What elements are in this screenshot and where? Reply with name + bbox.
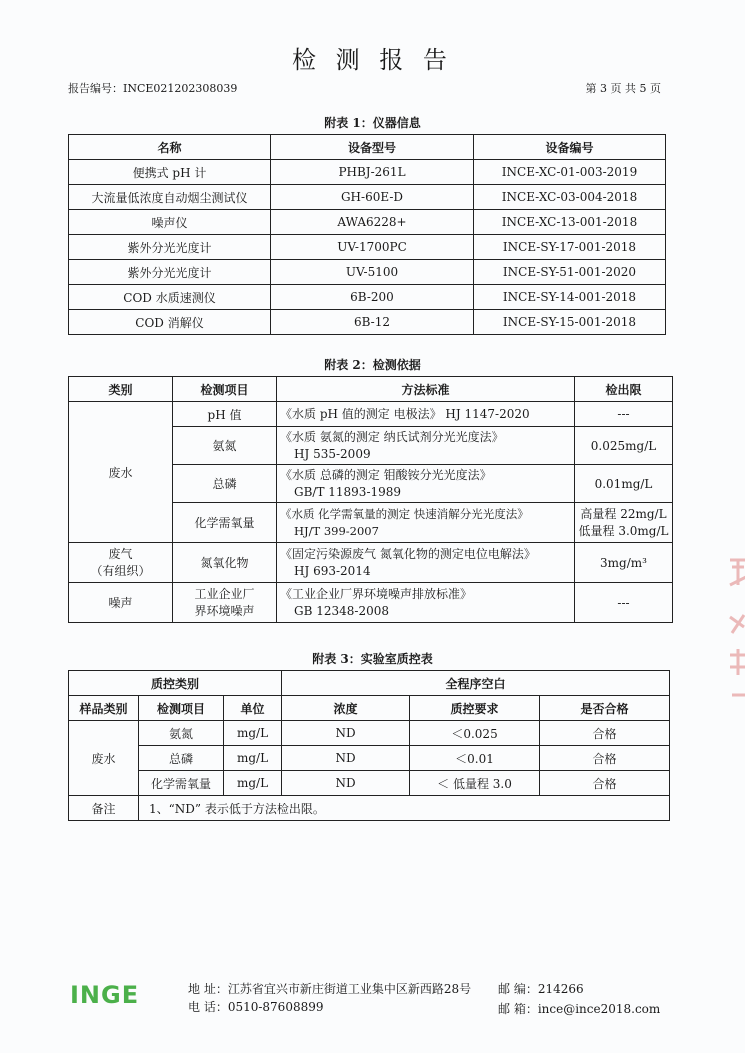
pass-status: 合格 <box>540 746 670 771</box>
test-item: 氨氮 <box>139 721 224 746</box>
svg-text:INGE: INGE <box>70 981 140 1007</box>
table-row <box>69 583 673 623</box>
group-header: 全程序空白 <box>282 671 670 696</box>
category-wastewater: 废水 <box>69 402 173 543</box>
instrument-table <box>68 134 666 335</box>
method-standard: 《工业企业厂界环境噪声排放标准》 GB 12348-2008 <box>277 583 575 623</box>
concentration: ND <box>282 721 410 746</box>
table1-caption: 附表 1：仪器信息 <box>324 116 421 130</box>
report-title: 检 测 报 告 <box>292 46 453 74</box>
test-item: 化学需氧量 <box>173 503 277 543</box>
note-label: 备注 <box>69 796 139 821</box>
instrument-id: INCE-XC-03-004-2018 <box>474 185 666 210</box>
qc-requirement: ＜0.01 <box>410 746 540 771</box>
instrument-name: 大流量低浓度自动烟尘测试仪 <box>69 185 271 210</box>
detection-limit: 0.01mg/L <box>575 465 673 503</box>
test-item: 氮氧化物 <box>173 543 277 583</box>
column-header: 浓度 <box>282 696 410 721</box>
table-row <box>69 310 666 335</box>
column-header: 类别 <box>69 377 173 402</box>
instrument-id: INCE-XC-13-001-2018 <box>474 210 666 235</box>
detection-limit: 高量程 22mg/L 低量程 3.0mg/L <box>575 503 673 543</box>
table-row <box>69 771 670 796</box>
table-row <box>69 210 666 235</box>
detection-limit: --- <box>575 402 673 427</box>
note-row <box>69 796 670 821</box>
table-header-row <box>69 377 673 402</box>
seal-stamp-fragment <box>722 555 745 705</box>
instrument-model: AWA6228+ <box>271 210 474 235</box>
table-row <box>69 235 666 260</box>
column-header: 设备型号 <box>271 135 474 160</box>
method-standard: 《水质 pH 值的测定 电极法》 HJ 1147-2020 <box>277 402 575 427</box>
table2-caption: 附表 2：检测依据 <box>324 358 421 372</box>
table-row <box>69 260 666 285</box>
instrument-model: 6B-200 <box>271 285 474 310</box>
column-header: 样品类别 <box>69 696 139 721</box>
test-item: 化学需氧量 <box>139 771 224 796</box>
instrument-name: COD 水质速测仪 <box>69 285 271 310</box>
column-header: 方法标准 <box>277 377 575 402</box>
instrument-id: INCE-SY-14-001-2018 <box>474 285 666 310</box>
instrument-name: 紫外分光光度计 <box>69 235 271 260</box>
company-logo <box>70 981 160 1010</box>
concentration: ND <box>282 746 410 771</box>
qc-requirement: ＜0.025 <box>410 721 540 746</box>
column-header: 检测项目 <box>139 696 224 721</box>
instrument-model: 6B-12 <box>271 310 474 335</box>
report-number: 报告编号：INCE021202308039 <box>68 82 238 95</box>
pass-status: 合格 <box>540 721 670 746</box>
column-header: 设备编号 <box>474 135 666 160</box>
pass-status: 合格 <box>540 771 670 796</box>
note-text: 1、“ND” 表示低于方法检出限。 <box>139 796 670 821</box>
instrument-name: 紫外分光光度计 <box>69 260 271 285</box>
method-table <box>68 376 673 623</box>
instrument-model: UV-1700PC <box>271 235 474 260</box>
footer <box>0 978 745 1028</box>
column-header: 质控要求 <box>410 696 540 721</box>
detection-limit: 3mg/m³ <box>575 543 673 583</box>
table-row <box>69 285 666 310</box>
instrument-name: COD 消解仪 <box>69 310 271 335</box>
method-standard: 《水质 氨氮的测定 纳氏试剂分光光度法》 HJ 535-2009 <box>277 427 575 465</box>
instrument-id: INCE-SY-15-001-2018 <box>474 310 666 335</box>
table-header-row <box>69 671 670 696</box>
unit: mg/L <box>224 746 282 771</box>
qc-requirement: ＜ 低量程 3.0 <box>410 771 540 796</box>
test-item: pH 值 <box>173 402 277 427</box>
email: 邮 箱：ince@ince2018.com <box>498 1002 661 1016</box>
table-row <box>69 721 670 746</box>
page-number: 第 3 页 共 5 页 <box>585 82 661 95</box>
column-header: 检出限 <box>575 377 673 402</box>
test-item: 工业企业厂 界环境噪声 <box>173 583 277 623</box>
column-header: 是否合格 <box>540 696 670 721</box>
instrument-model: UV-5100 <box>271 260 474 285</box>
sample-category: 废水 <box>69 721 139 796</box>
unit: mg/L <box>224 721 282 746</box>
test-item: 总磷 <box>173 465 277 503</box>
table-row <box>69 543 673 583</box>
concentration: ND <box>282 771 410 796</box>
table-row <box>69 746 670 771</box>
column-header: 检测项目 <box>173 377 277 402</box>
table-row <box>69 185 666 210</box>
table-header-row <box>69 696 670 721</box>
table-header-row <box>69 135 666 160</box>
table-row <box>69 160 666 185</box>
column-header: 名称 <box>69 135 271 160</box>
instrument-name: 噪声仪 <box>69 210 271 235</box>
qc-table <box>68 670 670 821</box>
detection-limit: 0.025mg/L <box>575 427 673 465</box>
instrument-id: INCE-XC-01-003-2019 <box>474 160 666 185</box>
instrument-id: INCE-SY-17-001-2018 <box>474 235 666 260</box>
phone: 电 话：0510-87608899 <box>188 1000 324 1014</box>
address: 地 址：江苏省宜兴市新庄街道工业集中区新西路28号 <box>188 982 472 996</box>
table-row <box>69 402 673 427</box>
unit: mg/L <box>224 771 282 796</box>
postcode: 邮 编：214266 <box>498 982 584 996</box>
detection-limit: --- <box>575 583 673 623</box>
group-header: 质控类别 <box>69 671 282 696</box>
column-header: 单位 <box>224 696 282 721</box>
table3-caption: 附表 3：实验室质控表 <box>312 652 433 666</box>
test-item: 总磷 <box>139 746 224 771</box>
category-noise: 噪声 <box>69 583 173 623</box>
instrument-model: PHBJ-261L <box>271 160 474 185</box>
instrument-id: INCE-SY-51-001-2020 <box>474 260 666 285</box>
method-standard: 《水质 化学需氧量的测定 快速消解分光光度法》 HJ/T 399-2007 <box>277 503 575 543</box>
method-standard: 《固定污染源废气 氮氧化物的测定电位电解法》 HJ 693-2014 <box>277 543 575 583</box>
instrument-model: GH-60E-D <box>271 185 474 210</box>
method-standard: 《水质 总磷的测定 钼酸铵分光光度法》 GB/T 11893-1989 <box>277 465 575 503</box>
test-item: 氨氮 <box>173 427 277 465</box>
instrument-name: 便携式 pH 计 <box>69 160 271 185</box>
category-waste-gas: 废气 （有组织） <box>69 543 173 583</box>
